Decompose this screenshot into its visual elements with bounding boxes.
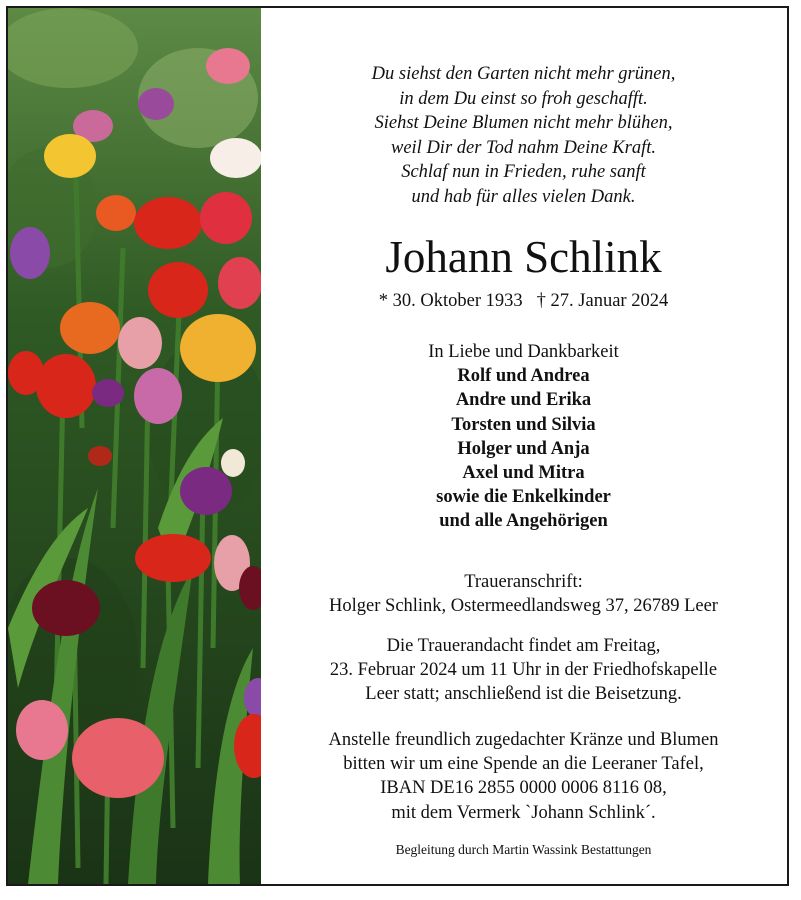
poem-line: Siehst Deine Blumen nicht mehr blühen, [374, 113, 673, 134]
mourners-list [261, 340, 786, 534]
poem-line: weil Dir der Tod nahm Deine Kraft. [390, 137, 656, 158]
address-label: Traueranschrift: [464, 572, 583, 592]
address-line: Holger Schlink, Ostermeedlandsweg 37, 26789 Leer [329, 596, 718, 617]
death-date: † 27. Januar 2024 [536, 291, 669, 311]
deceased-name: Johann Schlink [385, 232, 662, 282]
poem-line: und hab für alles vielen Dank. [411, 186, 636, 207]
service-line: Leer statt; anschließend ist die Beisetzung. [365, 684, 682, 705]
mourner-name: und alle Angehörigen [439, 511, 608, 532]
mourner-name: Andre und Erika [455, 390, 592, 411]
mourner-name: Torsten und Silvia [451, 414, 596, 435]
poem-line: Du siehst den Garten nicht mehr grünen, [371, 64, 676, 84]
poem [261, 62, 786, 210]
funeral-home-credit: Begleitung durch Martin Wassink Bestattungen [395, 842, 652, 857]
service-info [261, 634, 786, 707]
mourning-address [261, 570, 786, 618]
mourner-name: Axel und Mitra [462, 463, 585, 484]
donation-line: mit dem Vermerk `Johann Schlink´. [391, 802, 656, 823]
poem-line: in dem Du einst so froh geschafft. [399, 88, 648, 109]
mourner-name: Rolf und Andrea [457, 366, 590, 387]
mourner-name: sowie die Enkelkinder [436, 487, 611, 508]
donation-line: Anstelle freundlich zugedachter Kränze und Blumen [328, 730, 719, 750]
mourners-intro: In Liebe und Dankbarkeit [428, 342, 619, 362]
poem-line: Schlaf nun in Frieden, ruhe sanft [401, 162, 646, 183]
life-dates [261, 289, 786, 313]
service-line: 23. Februar 2024 um 11 Uhr in der Friedhofskapelle [329, 660, 718, 681]
birth-date: * 30. Oktober 1933 [378, 291, 523, 311]
donation-line: bitten wir um eine Spende an die Leeraner Tafel, [343, 754, 704, 775]
donation-line: IBAN DE16 2855 0000 0006 8116 08, [380, 778, 667, 799]
service-line: Die Trauerandacht findet am Freitag, [386, 636, 661, 656]
donation-info [261, 728, 786, 825]
mourner-name: Holger und Anja [457, 438, 590, 459]
tulip-garden-photo [8, 8, 261, 884]
notice-text-panel [261, 8, 786, 884]
